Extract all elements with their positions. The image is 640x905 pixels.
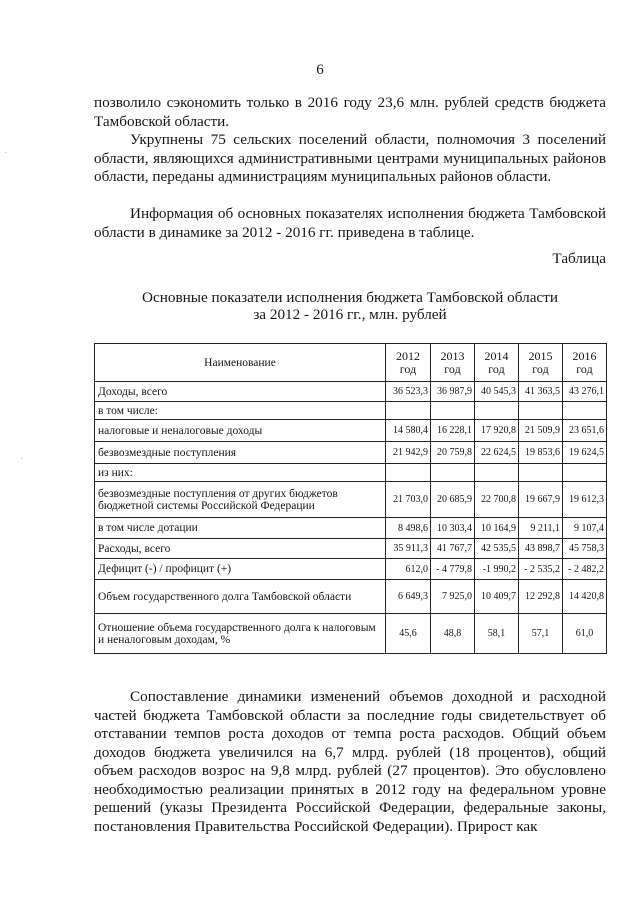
row-value: - 2 535,2	[519, 559, 563, 580]
row-value: 48,8	[431, 614, 475, 654]
row-value: 22 624,5	[475, 442, 519, 464]
row-value: 20 759,8	[431, 442, 475, 464]
row-name: безвозмездные поступления	[95, 442, 386, 464]
row-value: 19 667,9	[519, 482, 563, 518]
row-value: 21 703,0	[386, 482, 431, 518]
row-value	[475, 464, 519, 482]
table-title-line-1: Основные показатели исполнения бюджета Тамбовской области	[142, 289, 558, 306]
row-value: 41 363,5	[519, 382, 563, 402]
row-value: 58,1	[475, 614, 519, 654]
table-body	[95, 382, 607, 654]
row-name: в том числе дотации	[95, 518, 386, 539]
table-row	[95, 442, 607, 464]
table-label: Таблица	[552, 250, 606, 267]
row-value: -1 990,2	[475, 559, 519, 580]
row-name: Отношение объема государственного долга к налоговым и неналоговым доходам, %	[95, 614, 386, 654]
row-value: 45 758,3	[563, 539, 607, 559]
table-title-line-2: за 2012 - 2016 гг., млн. рублей	[253, 306, 447, 323]
row-value	[563, 464, 607, 482]
row-value: 6 649,3	[386, 580, 431, 614]
row-name: Расходы, всего	[95, 539, 386, 559]
row-value	[475, 402, 519, 420]
table-row	[95, 402, 607, 420]
row-value: 43 898,7	[519, 539, 563, 559]
table-row	[95, 464, 607, 482]
header-year: 2012 год	[386, 344, 431, 382]
row-value: 19 853,6	[519, 442, 563, 464]
row-value: 17 920,8	[475, 420, 519, 442]
row-value: 10 164,9	[475, 518, 519, 539]
budget-table	[94, 343, 607, 654]
header-year: 2014 год	[475, 344, 519, 382]
table-row	[95, 539, 607, 559]
row-value: 10 303,4	[431, 518, 475, 539]
row-value	[431, 464, 475, 482]
table-row	[95, 420, 607, 442]
row-value	[431, 402, 475, 420]
row-value: 40 545,3	[475, 382, 519, 402]
row-value: 14 580,4	[386, 420, 431, 442]
row-value: - 2 482,2	[563, 559, 607, 580]
row-value: 21 942,9	[386, 442, 431, 464]
row-value: 612,0	[386, 559, 431, 580]
row-value: 41 767,7	[431, 539, 475, 559]
row-value: 21 509,9	[519, 420, 563, 442]
row-value: 12 292,8	[519, 580, 563, 614]
paragraph-2: Укрупнены 75 сельских поселений области, полномочия 3 поселений области, являющихся административными центрами муниципальных районов области, переданы администрациям муниципальных районов области.	[94, 131, 606, 185]
row-value: 19 612,3	[563, 482, 607, 518]
paragraph-1: позволило сэкономить только в 2016 году 23,6 млн. рублей средств бюджета Тамбовской области.	[94, 94, 606, 130]
row-name: безвозмездные поступления от других бюджетов бюджетной системы Российской Федерации	[95, 482, 386, 518]
row-name: Объем государственного долга Тамбовской области	[95, 580, 386, 614]
scan-mark: ·	[4, 148, 8, 159]
row-value: 19 624,5	[563, 442, 607, 464]
table-row	[95, 614, 607, 654]
table-header-row	[95, 344, 607, 382]
row-name: Доходы, всего	[95, 382, 386, 402]
table-row	[95, 518, 607, 539]
header-name: Наименование	[95, 344, 386, 382]
row-name: налоговые и неналоговые доходы	[95, 420, 386, 442]
row-value	[563, 402, 607, 420]
table-row	[95, 559, 607, 580]
row-name: из них:	[95, 464, 386, 482]
table-row	[95, 482, 607, 518]
row-value: 36 987,9	[431, 382, 475, 402]
row-value	[386, 464, 431, 482]
paragraph-3: Информация об основных показателях исполнения бюджета Тамбовской области в динамике за 2012 - 2016 гг. приведена в таблице.	[94, 205, 606, 241]
row-value: 14 420,8	[563, 580, 607, 614]
scan-mark: ·	[20, 454, 24, 465]
row-value: 7 925,0	[431, 580, 475, 614]
row-value: - 4 779,8	[431, 559, 475, 580]
table-row	[95, 580, 607, 614]
row-value: 35 911,3	[386, 539, 431, 559]
row-value	[519, 464, 563, 482]
table-row	[95, 382, 607, 402]
row-value: 57,1	[519, 614, 563, 654]
row-value: 61,0	[563, 614, 607, 654]
row-value: 16 228,1	[431, 420, 475, 442]
row-value: 36 523,3	[386, 382, 431, 402]
header-year: 2015 год	[519, 344, 563, 382]
header-year: 2013 год	[431, 344, 475, 382]
row-value	[386, 402, 431, 420]
row-value: 45,6	[386, 614, 431, 654]
paragraph-bottom: Сопоставление динамики изменений объемов доходной и расходной частей бюджета Тамбовской области за последние годы свидетельствует об отставании темпов роста доходов от темпа роста расходов. Общий объем доходов бюджета увеличился на 6,7 млрд. рублей (18 процентов), общий объем расходов возрос на 9,8 млрд. рублей (27 процентов). Это обусловлено необходимостью реализации принятых в 2012 году на федеральном уровне решений (указы Президента Российской Федерации, федеральные законы, постановления Правительства Российской Федерации). Прирост как	[94, 688, 606, 835]
row-value: 42 535,5	[475, 539, 519, 559]
page-number: 6	[316, 62, 324, 78]
row-name: в том числе:	[95, 402, 386, 420]
row-value: 22 700,8	[475, 482, 519, 518]
row-value	[519, 402, 563, 420]
row-value: 20 685,9	[431, 482, 475, 518]
row-value: 9 107,4	[563, 518, 607, 539]
row-value: 23 651,6	[563, 420, 607, 442]
row-value: 9 211,1	[519, 518, 563, 539]
table-title	[94, 289, 606, 323]
row-value: 8 498,6	[386, 518, 431, 539]
row-value: 10 409,7	[475, 580, 519, 614]
row-value: 43 276,1	[563, 382, 607, 402]
header-year: 2016 год	[563, 344, 607, 382]
row-name: Дефицит (-) / профицит (+)	[95, 559, 386, 580]
